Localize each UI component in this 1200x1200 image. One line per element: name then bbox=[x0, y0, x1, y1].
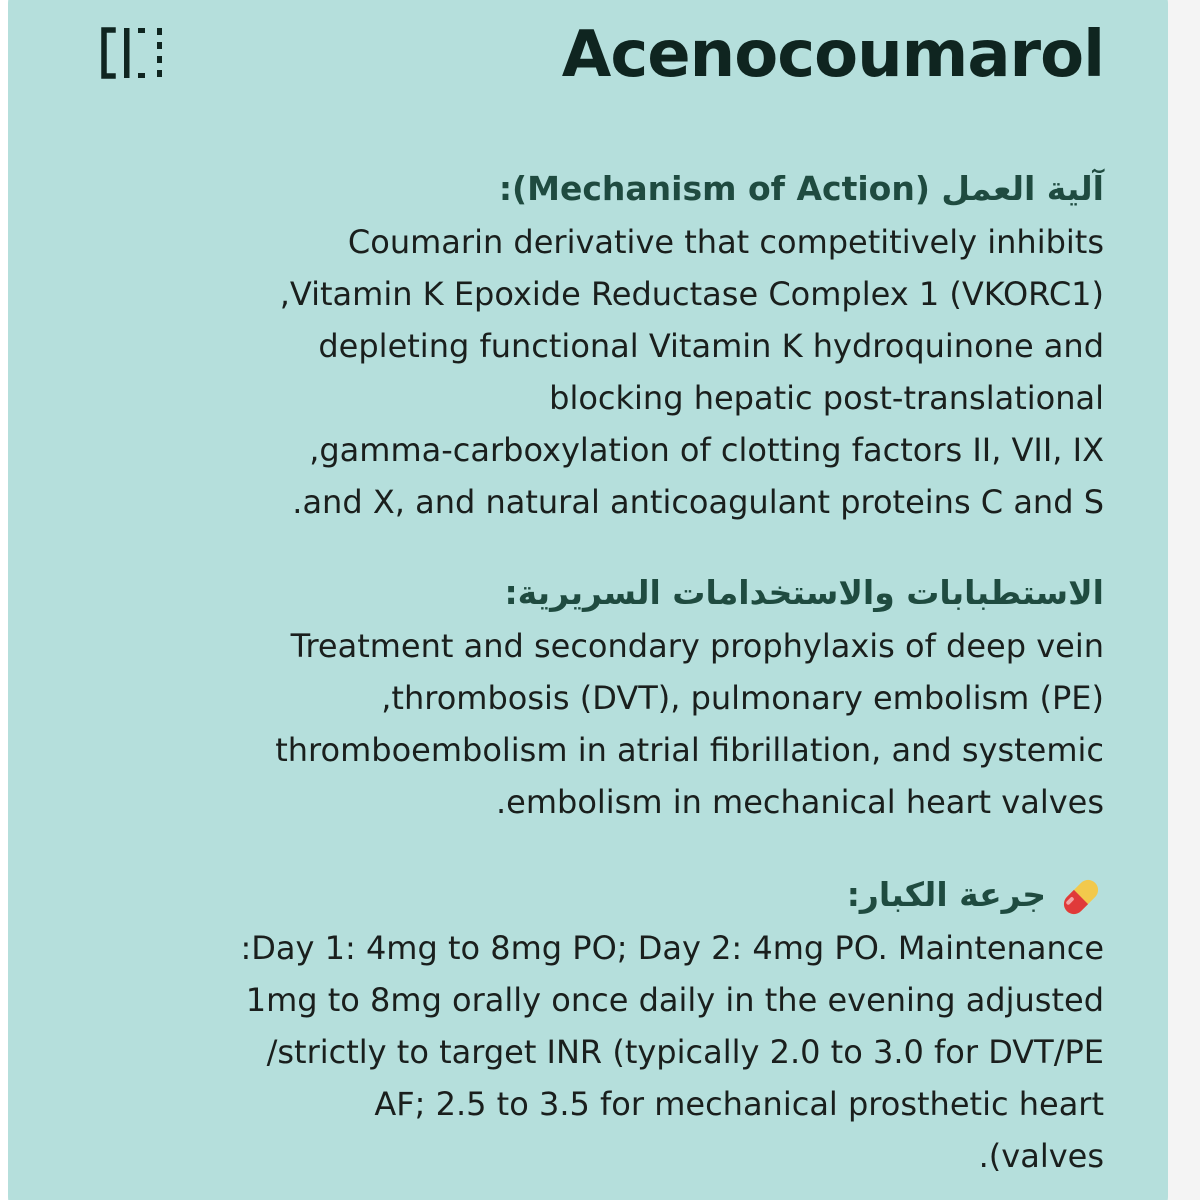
adult-dose-heading: جرعة الكبار: bbox=[846, 875, 1046, 914]
indications-section bbox=[94, 566, 1104, 828]
drug-title: Acenocoumarol bbox=[561, 18, 1104, 92]
mechanism-section bbox=[94, 162, 1104, 528]
mechanism-heading: آلية العمل (Mechanism of Action): bbox=[498, 169, 1104, 208]
page-margin bbox=[1168, 0, 1200, 1200]
adult-dose-section bbox=[94, 868, 1104, 1182]
pill-capsule-icon bbox=[1058, 874, 1104, 920]
adult-dose-heading-row bbox=[94, 868, 1104, 922]
book-columns-icon bbox=[98, 20, 170, 84]
indications-body: Treatment and secondary prophylaxis of deep vein thrombosis (DVT), pulmonary embolism (PE), thromboembolism in atrial fibrillation, and systemic embolism in mechanical heart valves. bbox=[275, 627, 1104, 821]
mechanism-body: Coumarin derivative that competitively inhibits Vitamin K Epoxide Reductase Complex 1 (VKORC1), depleting functional Vitamin K hydroquinone and blocking hepatic post-translational gamma-carboxylation of clotting factors II, VII, IX, and X, and natural anticoagulant proteins C and S. bbox=[279, 223, 1104, 521]
indications-heading: الاستطبابات والاستخدامات السريرية: bbox=[504, 573, 1104, 612]
adult-dose-body: Day 1: 4mg to 8mg PO; Day 2: 4mg PO. Maintenance: 1mg to 8mg orally once daily in the evening adjusted strictly to target INR (typically 2.0 to 3.0 for DVT/PE/ AF; 2.5 to 3.5 for mechanical prosthetic heart valves). bbox=[240, 929, 1104, 1175]
